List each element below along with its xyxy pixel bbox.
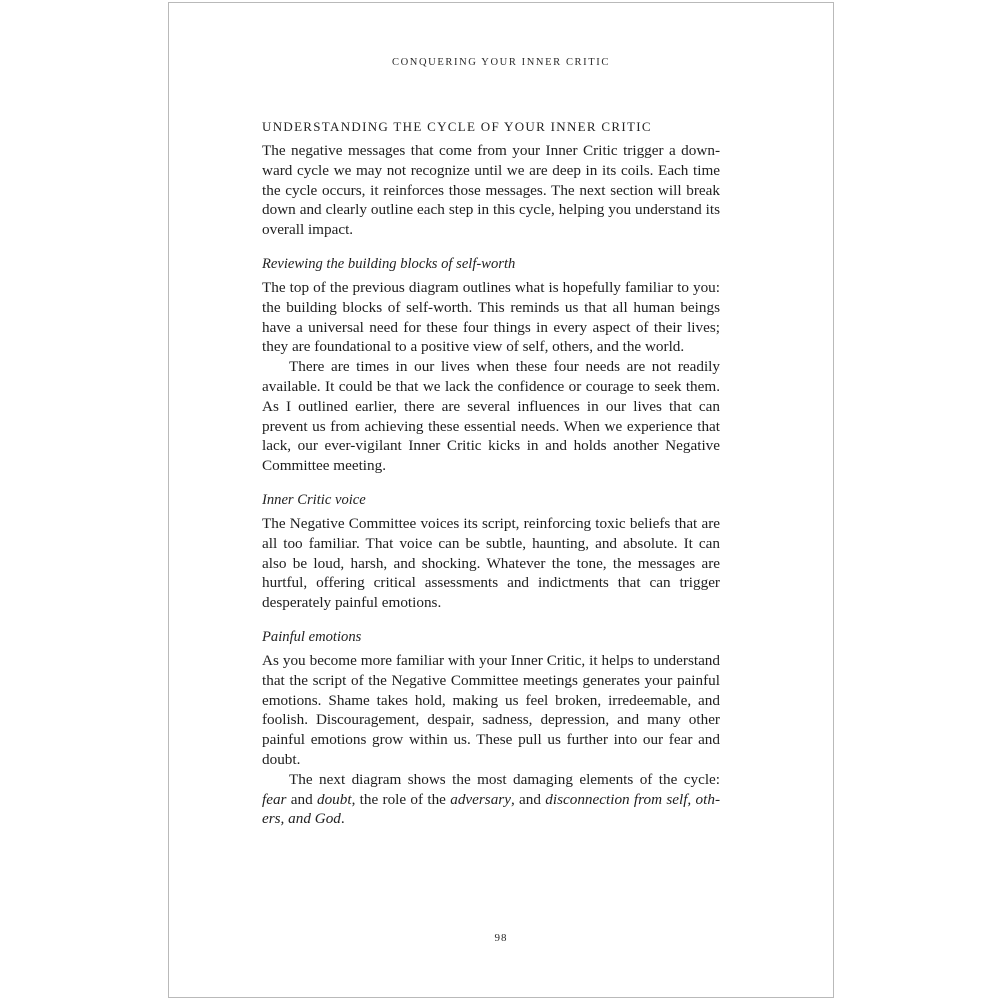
- closing-and-2: , and: [510, 790, 546, 808]
- term-doubt: doubt: [316, 790, 352, 808]
- page-number: 98: [494, 932, 508, 944]
- section-heading: UNDERSTANDING THE CYCLE OF YOUR INNER CRITIC: [262, 119, 652, 134]
- paragraph-inner-critic-voice: The Negative Committee voices its script, reinforcing toxic beliefs that are all too familiar. That voice can be subtle, haunting, and absolute. It can also be loud, harsh, and shocking. Whatever the tone, the messages are hurtful, offering critical assessments and indictments that can trigger desperately painful emotions.: [262, 514, 720, 612]
- paragraph-painful-emotions: As you become more familiar with your Inner Critic, it helps to understand that the script of the Negative Committee meetings generates your painful emotions. Shame takes hold, making us feel broken, irredeemable, and foolish. Discouragement, despair, sadness, depression, and many other painful emotions grow within us. These pull us further into our fear and doubt.: [262, 651, 720, 768]
- term-fear: fear: [262, 790, 287, 808]
- page-content: [262, 117, 720, 829]
- closing-end: .: [340, 810, 345, 828]
- paragraph-building-blocks-2: There are times in our lives when these four needs are not readily available. It could be that we lack the confidence or courage to seek them. As I outlined earlier, there are several influences in our lives that can prevent us from achieving these essential needs. When we experience that lack, our ever-vigilant Inner Critic kicks in and holds another Negative Committee meeting.: [262, 358, 720, 475]
- subsection-title-building-blocks: Reviewing the building blocks of self-worth: [262, 255, 516, 272]
- intro-paragraph: The negative messages that come from your Inner Critic trigger a downward cycle we may not recognize until we are deep in its coils. Each time the cycle occurs, it reinforces those messages. The next section will break down and clearly outline each step in this cycle, helping you understand its overall impact.: [262, 142, 720, 239]
- subsection-title-painful-emotions: Painful emotions: [262, 628, 362, 645]
- book-page: [168, 2, 834, 998]
- closing-lead: The next diagram shows the most damaging elements of the cycle:: [289, 770, 720, 788]
- closing-mid: , the role of the: [351, 790, 451, 808]
- running-head: CONQUERING YOUR INNER CRITIC: [392, 57, 610, 68]
- paragraph-building-blocks-1: The top of the previous diagram outlines what is hopefully familiar to you: the building blocks of self-worth. This reminds us that all human beings have a universal need for these four things in every aspect of their lives; they are foundational to a positive view of self, others, and the world.: [262, 278, 720, 356]
- closing-and-1: and: [286, 790, 317, 808]
- term-disconnection: disconnection from self, others, and God: [262, 790, 720, 828]
- closing-paragraph: [262, 770, 720, 829]
- term-adversary: adversary: [450, 790, 511, 808]
- subsection-title-inner-critic-voice: Inner Critic voice: [262, 491, 366, 508]
